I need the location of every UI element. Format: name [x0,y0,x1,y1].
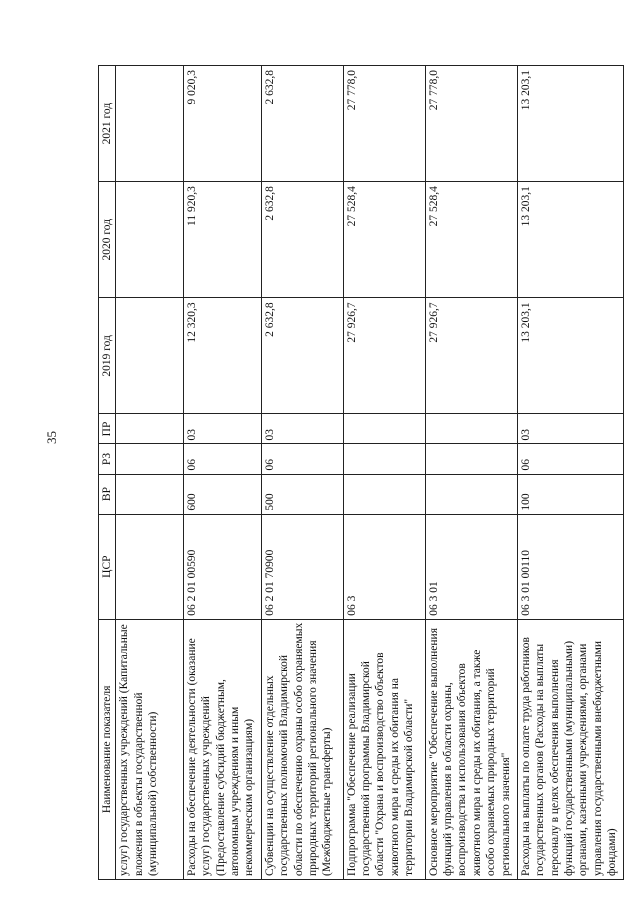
row-pr [116,414,184,444]
row-name: Субвенции на осуществление отдельных государственных полномочий Владимирской области по обеспечению охраны особо охраняемых природных территорий регионального значения (Межбюджетные трансферты) [261,619,343,879]
row-2020: 13 203,1 [517,182,623,298]
row-rz [425,444,517,474]
budget-table [98,65,624,880]
row-csr: 06 3 01 00110 [517,514,623,619]
table-row [425,66,517,880]
header-csr: ЦСР [99,514,116,619]
table-row [183,66,261,880]
row-csr: 06 2 01 70900 [261,514,343,619]
row-name: услуг) государственных учреждений (Капитальные вложения в объекты государственной (муниципальной) собственности) [116,619,184,879]
header-2021: 2021 год [99,66,116,182]
row-2021: 13 203,1 [517,66,623,182]
row-pr [425,414,517,444]
header-rz: РЗ [99,444,116,474]
row-2019: 2 632,8 [261,298,343,414]
row-rz: 06 [261,444,343,474]
row-pr [343,414,425,444]
header-name: Наименование показателя [99,619,116,879]
table-header-row [99,66,116,880]
row-pr: 03 [261,414,343,444]
row-pr: 03 [517,414,623,444]
row-vr [343,474,425,514]
row-2021: 27 778,0 [425,66,517,182]
row-2020: 2 632,8 [261,182,343,298]
row-rz: 06 [183,444,261,474]
budget-table-wrapper [98,65,624,880]
row-pr: 03 [183,414,261,444]
row-rz: 06 [517,444,623,474]
row-2020 [116,182,184,298]
row-2021: 27 778,0 [343,66,425,182]
row-2021: 9 020,3 [183,66,261,182]
row-2019: 27 926,7 [425,298,517,414]
table-row [517,66,623,880]
header-2020: 2020 год [99,182,116,298]
row-name: Основное мероприятие "Обеспечение выполнения функций управления в области охраны, воспроизводства и использования объектов животного мира и среды их обитания, а также особо охраняемых природных территорий регионального значения" [425,619,517,879]
page-number: 35 [44,431,59,444]
row-2021 [116,66,184,182]
row-vr: 600 [183,474,261,514]
header-pr: ПР [99,414,116,444]
row-name: Расходы на выплаты по оплате труда работников государственных органов (Расходы на выплаты персоналу в целях обеспечения выполнения функций государственными (муниципальными) органами, казенными учреждениями, органами управления государственными внебюджетными фондами) [517,619,623,879]
row-rz [343,444,425,474]
table-row [343,66,425,880]
row-name: Подпрограмма "Обеспечение реализации государственной программы Владимирской области "Охрана и воспроизводство объектов животного мира и среды их обитания на территории Владимирской области" [343,619,425,879]
row-2019 [116,298,184,414]
row-csr: 06 3 [343,514,425,619]
row-2021: 2 632,8 [261,66,343,182]
row-2019: 13 203,1 [517,298,623,414]
row-rz [116,444,184,474]
row-vr [425,474,517,514]
row-2019: 27 926,7 [343,298,425,414]
row-csr [116,514,184,619]
row-csr: 06 3 01 [425,514,517,619]
row-csr: 06 2 01 00590 [183,514,261,619]
row-name: Расходы на обеспечение деятельности (оказание услуг) государственных учреждений (Предоставление субсидий бюджетным, автономным учреждениям и иным некоммерческим организациям) [183,619,261,879]
row-vr: 100 [517,474,623,514]
header-2019: 2019 год [99,298,116,414]
row-2019: 12 320,3 [183,298,261,414]
row-vr: 500 [261,474,343,514]
row-vr [116,474,184,514]
row-2020: 11 920,3 [183,182,261,298]
row-2020: 27 528,4 [425,182,517,298]
table-row [116,66,184,880]
table-row [261,66,343,880]
header-vr: ВР [99,474,116,514]
row-2020: 27 528,4 [343,182,425,298]
